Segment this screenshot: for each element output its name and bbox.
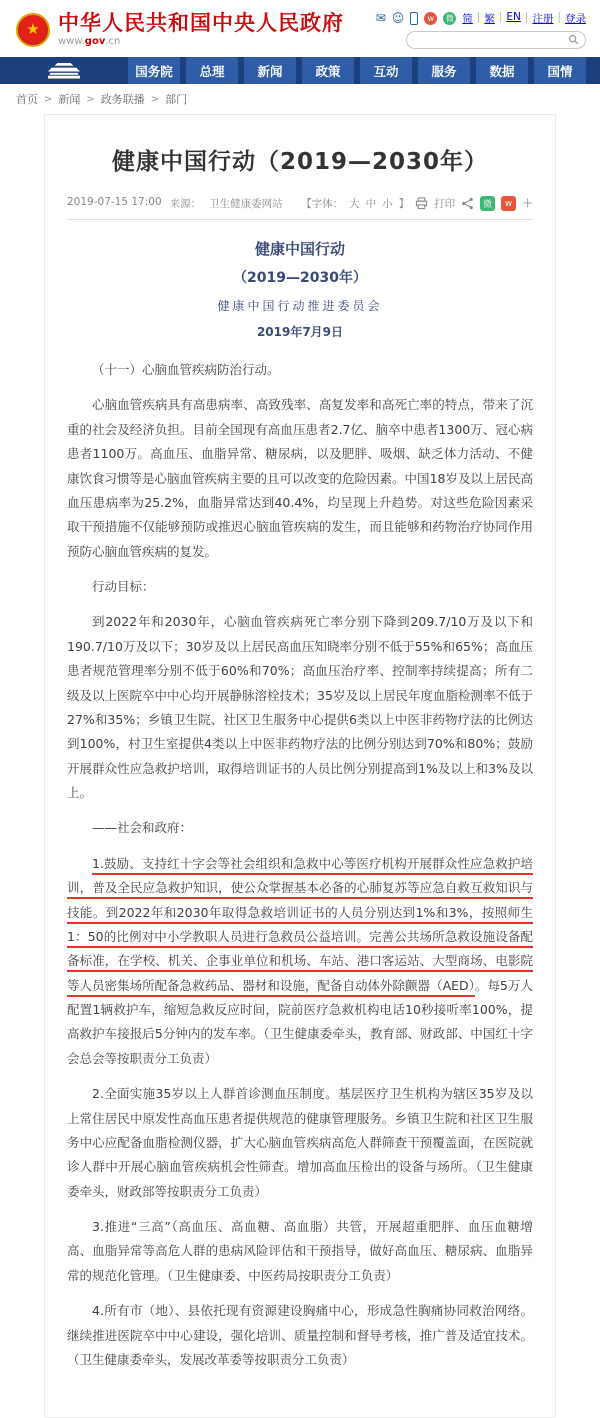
doc-issuer: 健康中国行动推进委员会	[217, 299, 383, 313]
nav-item-state-council[interactable]: 国务院	[128, 57, 180, 84]
nav-item-interaction[interactable]: 互动	[360, 57, 412, 84]
intro-paragraph: 心脑血管疾病具有高患病率、高致残率、高复发率和高死亡率的特点，带来了沉重的社会及经济负担。目前全国现有高血压患者2.7亿、脑卒中患者1300万、冠心病患者1100万。高血压、血脂异常、糖尿病，以及肥胖、吸烟、缺乏体力活动、不健康饮食习惯等是心脑血管疾病主要的且可以改变的危险因素。中国18岁及以上居民高血压患病率为25.2%，血脂异常达到40.4%，均呈现上升趋势。对这些危险因素采取干预措施不仅能够预防或推迟心脑血管疾病的发生，而且能够和药物治疗协同作用预防心脑血管疾病的复发。	[67, 397, 533, 559]
nav-item-national[interactable]: 国情	[534, 57, 586, 84]
nav-item-data[interactable]: 数据	[476, 57, 528, 84]
breadcrumb-separator: >	[44, 93, 53, 105]
society-government-label: ——社会和政府：	[92, 820, 193, 836]
site-title: 中华人民共和国中央人民政府	[58, 10, 344, 35]
breadcrumb-department[interactable]: 部门	[165, 93, 188, 106]
nav-item-news[interactable]: 新闻	[244, 57, 296, 84]
font-size-large[interactable]: 大	[349, 198, 360, 210]
wechat-icon[interactable]: 微	[443, 12, 456, 25]
doc-date: 2019年7月9日	[256, 325, 344, 339]
goals-paragraph: 到2022年和2030年，心脑血管疾病死亡率分别下降到209.7/10万及以下和190.7/10万及以下；30岁及以上居民高血压知晓率分别不低于55%和65%；高血压患者规范管理率分别不低于60%和70%；高血压治疗率、控制率持续提高；所有二级及以上医院卒中中心均开展静脉溶栓技术；35岁及以上居民年度血脂检测率不低于 27%和35%；乡镇卫生院、社区卫生服务中心提供6类以上中医非药物疗法的比例达到100%，村卫生室提供4类以上中医非药物疗法的比例分别达到70%和80%；鼓励开展群众性应急救护培训，取得培训证书的人员比例分别提高到1%及以上和3%及以上。	[67, 614, 533, 800]
mobile-icon[interactable]	[410, 12, 418, 25]
login-link[interactable]: 登录	[565, 12, 586, 25]
page-title: 健康中国行动（2019—2030年）	[111, 149, 489, 175]
lang-simplified-link[interactable]: 简	[462, 12, 473, 25]
article-container	[44, 114, 556, 1418]
article-body	[67, 358, 533, 1372]
meta-divider	[67, 219, 533, 220]
breadcrumb	[0, 84, 600, 112]
link-separator: |	[498, 10, 503, 23]
register-link[interactable]: 注册	[532, 12, 554, 25]
measure-item-4: 4.所有市（地）、县依托现有资源建设胸痛中心，形成急性胸痛协同救治网络。继续推进医院卒中中心建设，强化培训、质量控制和督导考核，推广普及适宜技术。（卫生健康委牵头，发展改革委等按职责分工负责）	[67, 1303, 533, 1367]
source-label: 来源：	[169, 198, 202, 210]
print-label[interactable]: 打印	[434, 198, 456, 210]
nav-item-policy[interactable]: 政策	[302, 57, 354, 84]
search-input[interactable]	[413, 34, 568, 45]
measure-item-1-rest: 。每5万人配置1辆救护车，缩短急救反应时间，院前医疗急救机构电话10秒接听率100%，提高救护车接报后5分钟内的发车率。（卫生健康委牵头，教育部、财政部、中国红十字会总会等按职责分工负责）	[67, 977, 534, 1066]
publish-datetime: 2019-07-15 17:00	[67, 196, 162, 208]
mail-icon[interactable]: ✉	[375, 11, 386, 25]
printer-icon[interactable]	[415, 197, 428, 210]
nav-item-premier[interactable]: 总理	[186, 57, 238, 84]
site-brand[interactable]	[16, 12, 344, 47]
site-header	[0, 0, 600, 57]
link-separator: |	[476, 10, 481, 23]
link-separator: |	[557, 10, 561, 23]
wechat-share-icon[interactable]: 微	[480, 196, 495, 211]
search-box[interactable]	[406, 31, 586, 49]
measure-item-2: 2.全面实施35岁以上人群首诊测血压制度。基层医疗卫生机构为辖区35岁及以上常住居民中原发性高血压患者提供规范的健康管理服务。乡镇卫生院和社区卫生服务中心应配备血脂检测仪器，扩大心脑血管疾病高危人群筛查干预覆盖面，在医院就诊人群中开展心脑血管疾病机会性筛查。增加高血压检出的设备与场所。（卫生健康委牵头，财政部等按职责分工负责）	[67, 1086, 533, 1199]
main-nav	[0, 57, 600, 84]
document-header	[67, 238, 533, 340]
breadcrumb-news[interactable]: 新闻	[58, 93, 81, 106]
accessibility-icon[interactable]: ☺	[391, 11, 405, 25]
lang-traditional-link[interactable]: 繁	[484, 12, 495, 25]
breadcrumb-separator: >	[86, 93, 95, 105]
domain-bold: gov	[84, 36, 106, 48]
more-share-icon[interactable]: +	[522, 196, 533, 211]
search-icon[interactable]	[568, 34, 579, 45]
doc-title-years: （2019—2030年）	[233, 270, 367, 286]
domain-suffix: .cn	[105, 36, 121, 48]
weibo-icon[interactable]: w	[424, 12, 437, 25]
weibo-share-icon[interactable]: w	[501, 196, 516, 211]
domain-prefix: www.	[58, 36, 85, 48]
site-domain	[58, 36, 344, 47]
tiananmen-gate-icon[interactable]	[0, 57, 128, 84]
link-separator: |	[524, 10, 529, 23]
breadcrumb-govaffairs[interactable]: 政务联播	[100, 93, 145, 106]
section-heading: （十一）心脑血管疾病防治行动。	[92, 362, 280, 377]
doc-title: 健康中国行动	[254, 240, 345, 258]
breadcrumb-separator: >	[150, 93, 160, 105]
nav-item-services[interactable]: 服务	[418, 57, 470, 84]
font-size-prefix: 【字体：	[301, 198, 344, 210]
measure-item-1	[67, 852, 533, 1071]
lang-english-link[interactable]: EN	[506, 10, 521, 23]
font-size-medium[interactable]: 中	[365, 198, 377, 210]
breadcrumb-home[interactable]: 首页	[16, 93, 38, 106]
national-emblem-icon: ★	[16, 13, 50, 47]
source-name[interactable]: 卫生健康委网站	[209, 198, 283, 210]
article-meta	[67, 196, 533, 211]
measure-item-3: 3.推进“三高”（高血压、高血糖、高血脂）共管，开展超重肥胖、血压血糖增高、血脂异常等高危人群的患病风险评估和干预指导，做好高血压、糖尿病、血脂异常的规范化管理。（卫生健康委、中医药局按职责分工负责）	[67, 1219, 533, 1283]
red-underlined-text: 1.鼓励、支持红十字会等社会组织和急救中心等医疗机构开展群众性应急救护培训，普及全民应急救护知识，使公众掌握基本必备的心肺复苏等应急自救互救知识与技能。到2022年和2030年取得急救培训证书的人员分别达到1%和3%，按照师生1：50的比例对中小学教职人员进行急救员公益培训。完善公共场所急救设施设备配备标准，在学校、机关、企事业单位和机场、车站、港口客运站、大型商场、电影院等人员密集场所配备急救药品、器材和设施，配备自动体外除颤器（AED）	[67, 855, 533, 993]
share-icon[interactable]	[461, 197, 474, 210]
font-size-small[interactable]: 小	[382, 198, 393, 210]
goal-label: 行动目标：	[92, 579, 155, 594]
font-size-suffix: 】	[398, 198, 410, 210]
